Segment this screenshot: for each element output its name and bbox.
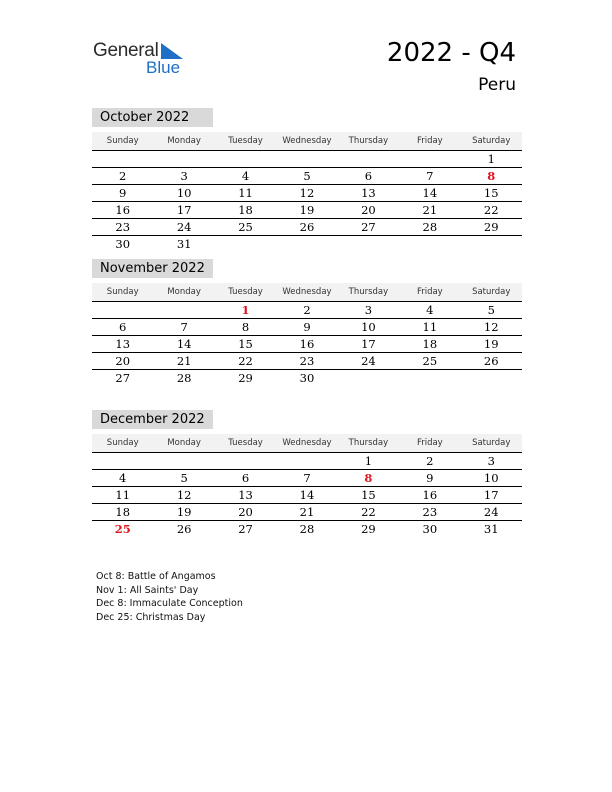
day-cell: 14 <box>176 337 192 351</box>
weekday-label: Monday <box>167 136 201 146</box>
day-cell: 5 <box>180 471 188 485</box>
week-row <box>92 353 522 370</box>
day-cell: 20 <box>115 354 131 368</box>
day-cell: 9 <box>303 320 311 334</box>
week-row <box>92 219 522 236</box>
day-cell: 23 <box>422 505 438 519</box>
holiday-day-cell: 8 <box>364 471 373 485</box>
day-cell: 22 <box>361 505 376 519</box>
day-cell: 6 <box>119 320 127 334</box>
day-cell: 2 <box>426 454 434 468</box>
empty-day-cell <box>153 151 214 167</box>
day-cell: 16 <box>422 488 438 502</box>
week-row <box>92 521 522 537</box>
empty-day-cell <box>399 236 460 252</box>
holiday-note: Oct 8: Battle of Angamos <box>96 571 216 582</box>
holiday-note: Nov 1: All Saints' Day <box>96 584 199 596</box>
weekday-label: Wednesday <box>282 438 332 448</box>
day-cell: 7 <box>426 169 434 183</box>
day-cell: 31 <box>483 522 499 536</box>
week-row <box>92 504 522 521</box>
weekday-label: Monday <box>167 287 201 297</box>
day-cell: 17 <box>483 488 499 502</box>
day-cell: 31 <box>176 237 192 251</box>
day-cell: 3 <box>364 303 373 317</box>
weekday-label: Sunday <box>106 136 139 146</box>
day-cell: 11 <box>115 488 131 502</box>
day-cell: 26 <box>483 354 499 368</box>
month-october <box>92 108 522 252</box>
day-cell: 25 <box>422 354 438 368</box>
day-cell: 2 <box>303 303 311 317</box>
empty-day-cell <box>92 151 153 167</box>
day-cell: 27 <box>361 220 376 234</box>
day-cell: 13 <box>115 337 131 351</box>
day-cell: 24 <box>483 505 499 519</box>
day-cell: 12 <box>299 186 315 200</box>
holiday-note: Dec 8: Immaculate Conception <box>96 598 243 609</box>
weekday-label: Saturday <box>472 287 511 297</box>
empty-day-cell <box>399 151 460 167</box>
day-cell: 21 <box>422 203 438 217</box>
day-cell: 21 <box>299 505 315 519</box>
weekday-label: Thursday <box>348 438 389 448</box>
day-cell: 6 <box>364 169 373 183</box>
day-cell: 2 <box>119 169 127 183</box>
day-cell: 19 <box>299 203 315 217</box>
day-cell: 17 <box>176 203 192 217</box>
week-row <box>92 470 522 487</box>
weekday-label: Tuesday <box>228 136 263 146</box>
empty-day-cell <box>92 453 153 469</box>
day-cell: 10 <box>176 186 192 200</box>
day-cell: 23 <box>299 354 315 368</box>
day-cell: 29 <box>483 220 499 234</box>
week-row <box>92 319 522 336</box>
month-november <box>92 259 522 386</box>
empty-day-cell <box>215 151 276 167</box>
day-cell: 5 <box>303 169 311 183</box>
day-cell: 15 <box>483 186 499 200</box>
day-cell: 19 <box>483 337 499 351</box>
week-row <box>92 336 522 353</box>
weekday-label: Saturday <box>472 136 511 146</box>
empty-day-cell <box>215 453 276 469</box>
day-cell: 17 <box>361 337 376 351</box>
day-cell: 22 <box>238 354 253 368</box>
weekday-label: Sunday <box>106 438 139 448</box>
empty-day-cell <box>399 370 460 386</box>
weekday-label: Thursday <box>348 136 389 146</box>
logo-word-general: General <box>93 40 159 61</box>
weekday-label: Friday <box>416 438 443 448</box>
empty-day-cell <box>153 453 214 469</box>
day-cell: 4 <box>426 303 434 317</box>
day-cell: 1 <box>487 152 495 166</box>
empty-day-cell <box>461 370 522 386</box>
weekday-label: Friday <box>416 287 443 297</box>
month-title: December 2022 <box>92 410 213 429</box>
weekday-header <box>92 283 522 302</box>
weekday-label: Friday <box>416 136 443 146</box>
empty-day-cell <box>338 370 399 386</box>
day-cell: 13 <box>238 488 253 502</box>
weekday-header <box>92 132 522 151</box>
month-grid <box>92 151 522 252</box>
week-row <box>92 302 522 319</box>
day-cell: 29 <box>238 371 253 385</box>
day-cell: 24 <box>176 220 192 234</box>
logo-triangle-icon <box>161 43 183 59</box>
day-cell: 11 <box>238 186 253 200</box>
day-cell: 1 <box>364 454 373 468</box>
day-cell: 3 <box>487 454 495 468</box>
day-cell: 15 <box>361 488 376 502</box>
weekday-label: Wednesday <box>282 136 332 146</box>
day-cell: 14 <box>422 186 438 200</box>
day-cell: 15 <box>238 337 253 351</box>
day-cell: 16 <box>115 203 131 217</box>
day-cell: 21 <box>176 354 192 368</box>
holiday-note: Dec 25: Christmas Day <box>96 611 206 623</box>
country-subtitle: Peru <box>478 75 516 95</box>
empty-day-cell <box>276 151 337 167</box>
day-cell: 4 <box>119 471 127 485</box>
day-cell: 10 <box>483 471 499 485</box>
holiday-day-cell: 25 <box>114 522 131 536</box>
empty-day-cell <box>215 236 276 252</box>
day-cell: 30 <box>422 522 438 536</box>
holiday-notes <box>96 570 243 624</box>
weekday-label: Thursday <box>348 287 389 297</box>
month-grid <box>92 453 522 537</box>
weekday-label: Saturday <box>472 438 511 448</box>
day-cell: 26 <box>299 220 315 234</box>
day-cell: 3 <box>180 169 188 183</box>
day-cell: 14 <box>299 488 315 502</box>
day-cell: 12 <box>176 488 192 502</box>
page-title: 2022 - Q4 <box>386 38 516 68</box>
day-cell: 7 <box>303 471 311 485</box>
day-cell: 4 <box>241 169 250 183</box>
day-cell: 28 <box>422 220 438 234</box>
day-cell: 9 <box>119 186 127 200</box>
day-cell: 7 <box>180 320 188 334</box>
day-cell: 27 <box>115 371 131 385</box>
day-cell: 18 <box>115 505 131 519</box>
week-row <box>92 202 522 219</box>
weekday-label: Tuesday <box>228 287 263 297</box>
empty-day-cell <box>153 302 214 318</box>
day-cell: 26 <box>176 522 192 536</box>
day-cell: 8 <box>241 320 250 334</box>
day-cell: 29 <box>361 522 376 536</box>
day-cell: 30 <box>115 237 131 251</box>
day-cell: 20 <box>361 203 376 217</box>
day-cell: 18 <box>422 337 438 351</box>
holiday-day-cell: 8 <box>487 169 496 183</box>
day-cell: 30 <box>299 371 315 385</box>
month-grid <box>92 302 522 386</box>
generalblue-logo <box>93 40 203 80</box>
empty-day-cell <box>276 453 337 469</box>
week-row <box>92 453 522 470</box>
weekday-label: Monday <box>167 438 201 448</box>
empty-day-cell <box>338 236 399 252</box>
day-cell: 20 <box>238 505 253 519</box>
day-cell: 27 <box>238 522 253 536</box>
week-row <box>92 151 522 168</box>
empty-day-cell <box>338 151 399 167</box>
empty-day-cell <box>92 302 153 318</box>
empty-day-cell <box>276 236 337 252</box>
day-cell: 9 <box>426 471 434 485</box>
weekday-label: Sunday <box>106 287 139 297</box>
day-cell: 28 <box>299 522 315 536</box>
weekday-header <box>92 434 522 453</box>
day-cell: 28 <box>176 371 192 385</box>
weekday-label: Wednesday <box>282 287 332 297</box>
day-cell: 12 <box>483 320 499 334</box>
day-cell: 24 <box>361 354 376 368</box>
day-cell: 22 <box>483 203 499 217</box>
week-row <box>92 487 522 504</box>
week-row <box>92 168 522 185</box>
day-cell: 23 <box>115 220 131 234</box>
day-cell: 5 <box>487 303 495 317</box>
day-cell: 19 <box>176 505 192 519</box>
week-row <box>92 236 522 252</box>
day-cell: 10 <box>361 320 376 334</box>
day-cell: 13 <box>361 186 376 200</box>
holiday-day-cell: 1 <box>241 303 250 317</box>
day-cell: 6 <box>241 471 250 485</box>
day-cell: 16 <box>299 337 315 351</box>
weekday-label: Tuesday <box>228 438 263 448</box>
month-title: October 2022 <box>92 108 213 127</box>
day-cell: 25 <box>238 220 253 234</box>
month-title: November 2022 <box>92 259 213 278</box>
day-cell: 18 <box>238 203 253 217</box>
week-row <box>92 185 522 202</box>
empty-day-cell <box>461 236 522 252</box>
day-cell: 11 <box>422 320 438 334</box>
month-december <box>92 410 522 537</box>
week-row <box>92 370 522 386</box>
logo-word-blue: Blue <box>146 58 181 77</box>
